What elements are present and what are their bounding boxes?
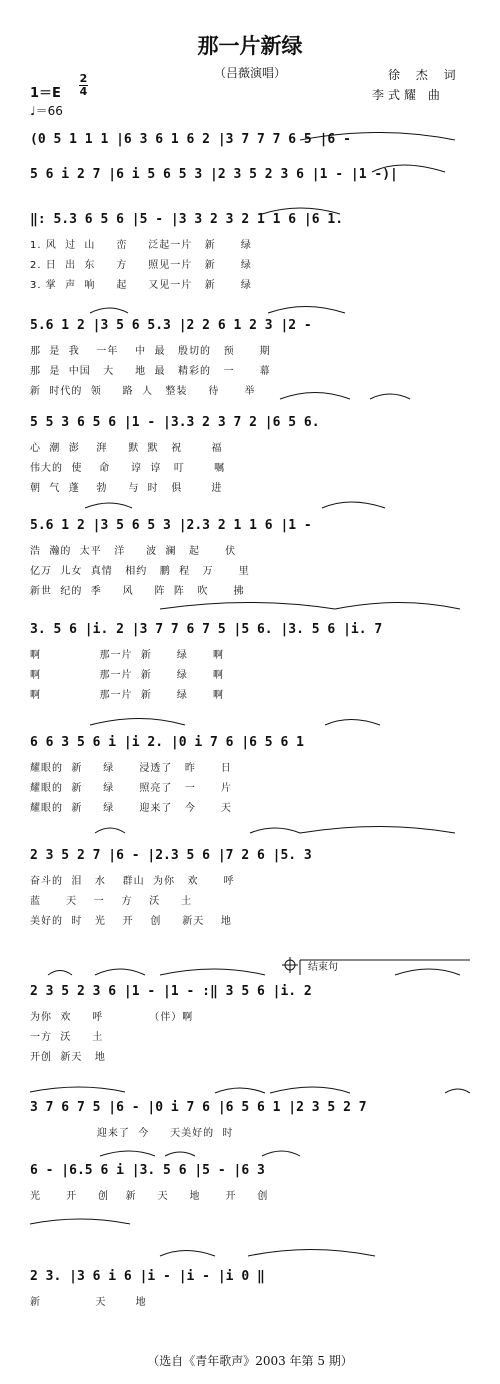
tie-arc <box>335 603 460 610</box>
notation-line: 3 7 6 7 5 |6 - |0 i 7 6 |6 5 6 1 |2 3 5 2 7 <box>30 1100 367 1115</box>
tempo-marking: ♩＝66 <box>30 104 63 118</box>
lyric-line: 亿万 儿女 真情 相约 鹏 程 万 里 <box>30 566 250 577</box>
tie-arc <box>262 208 340 214</box>
slur-arc <box>270 1087 350 1093</box>
key-signature: 1＝E <box>30 86 61 101</box>
slur-arc <box>100 1151 155 1156</box>
song-title: 那一片新绿 <box>197 34 303 58</box>
notation-line: 2 3. |3 6 i 6 |i - |i - |i 0 ‖ <box>30 1269 265 1284</box>
coda-label: 结束句 <box>308 962 338 973</box>
slur-arc <box>160 1251 215 1257</box>
slur-arc <box>90 308 128 313</box>
tie-arc <box>30 1087 125 1092</box>
slur-arc <box>95 828 125 833</box>
notation-line: (0 5 1 1 1 |6 3 6 1 6 2 |3 7 7 7 6 5 |6 - <box>30 132 351 147</box>
slur-arc <box>165 1152 195 1156</box>
lyric-line: 啊 那一片 新 绿 啊 <box>30 670 225 681</box>
lyric-line: 美好的 时 光 开 创 新天 地 <box>30 916 232 927</box>
tie-arc <box>300 827 455 834</box>
tie-arc <box>160 969 265 975</box>
slur-arc <box>250 828 300 833</box>
lyric-line: 2. 日 出 东 方 照见一片 新 绿 <box>30 260 252 271</box>
lyric-line: 那 是 我 一年 中 最 殷切的 预 期 <box>30 346 271 357</box>
tie-arc <box>395 969 460 975</box>
lyric-line: 3. 掌 声 响 起 又见一片 新 绿 <box>30 280 252 291</box>
lyric-line: 心 潮 澎 湃 默 默 祝 福 <box>30 443 223 454</box>
time-signature-top: 2 <box>79 72 88 85</box>
lyric-line: 迎来了 今 天美好的 时 <box>30 1128 234 1139</box>
coda-sign-icon <box>282 957 298 973</box>
slur-arc <box>325 720 380 726</box>
lyric-line: 光 开 创 新 天 地 开 创 <box>30 1191 269 1202</box>
source-footer: （选自《青年歌声》2003 年第 5 期） <box>147 1354 353 1368</box>
lyric-line: 那 是 中国 大 地 最 精彩的 一 幕 <box>30 366 271 377</box>
lyric-line: 奋斗的 泪 水 群山 为你 欢 呼 <box>30 876 235 887</box>
notation-line: 3. 5 6 |i. 2 |3 7 7 6 7 5 |5 6. |3. 5 6 |i. 7 <box>30 622 383 637</box>
slur-arc <box>445 1089 470 1093</box>
lyric-line: 为你 欢 呼 （伴）啊 <box>30 1012 194 1023</box>
notation-line: 2 3 5 2 3 6 |1 - |1 - :‖ 3 5 6 |i. 2 <box>30 984 312 999</box>
lyricist-credit: 徐 杰 词 <box>388 68 462 82</box>
slur-arc <box>85 503 132 508</box>
composer-credit: 李式耀 曲 <box>372 88 444 102</box>
slur-arc <box>280 393 350 400</box>
slur-arc <box>215 1088 265 1093</box>
tie-arc <box>372 165 445 172</box>
slur-arc <box>268 307 345 314</box>
tie-arc <box>248 1250 375 1257</box>
lyric-line: 开创 新天 地 <box>30 1052 106 1063</box>
lyric-line: 朝 气 蓬 勃 与 时 俱 进 <box>30 483 223 494</box>
lyric-line: 1. 风 过 山 峦 泛起一片 新 绿 <box>30 240 252 251</box>
lyric-line: 新 天 地 <box>30 1297 147 1308</box>
notation-line: 6 - |6.5 6 i |3. 5 6 |5 - |6 3 <box>30 1163 265 1178</box>
notation-line: 2 3 5 2 7 |6 - |2.3 5 6 |7 2 6 |5. 3 <box>30 848 312 863</box>
tie-arc <box>160 603 335 610</box>
lyric-line: 新世 纪的 季 风 阵 阵 吹 拂 <box>30 586 245 597</box>
lyric-line: 伟大的 使 命 谆 谆 叮 嘱 <box>30 463 226 474</box>
slur-arc <box>322 502 385 508</box>
notation-line: 5.6 1 2 |3 5 6 5 3 |2.3 2 1 1 6 |1 - <box>30 518 312 533</box>
slur-arc <box>48 971 72 976</box>
tie-arc <box>300 133 455 141</box>
lyric-line: 浩 瀚的 太平 洋 波 澜 起 伏 <box>30 546 237 557</box>
notation-line: 6 6 3 5 6 i |i 2. |0 i 7 6 |6 5 6 1 <box>30 735 304 750</box>
lyric-line: 新 时代的 领 路 人 整装 待 举 <box>30 386 256 397</box>
song-subtitle: （吕薇演唱） <box>213 66 286 80</box>
notation-line: 5 6 i 2 7 |6 i 5 6 5 3 |2 3 5 2 3 6 |1 - |1 -)| <box>30 167 398 182</box>
lyric-line: 啊 那一片 新 绿 啊 <box>30 650 225 661</box>
slur-arc <box>262 1151 300 1156</box>
time-signature-bottom: 4 <box>79 85 88 98</box>
lyric-line: 耀眼的 新 绿 照亮了 一 片 <box>30 783 232 794</box>
slur-arc <box>370 394 410 399</box>
notation-line: 5 5 3 6 5 6 |1 - |3.3 2 3 7 2 |6 5 6. <box>30 415 320 430</box>
tie-arc <box>90 719 185 726</box>
notation-line: 5.6 1 2 |3 5 6 5.3 |2 2 6 1 2 3 |2 - <box>30 318 312 333</box>
notation-line: ‖: 5.3 6 5 6 |5 - |3 3 2 3 2 1 1 6 |6 1. <box>30 212 344 227</box>
slur-arc <box>95 969 145 975</box>
lyric-line: 耀眼的 新 绿 迎来了 今 天 <box>30 803 232 814</box>
lyric-line: 啊 那一片 新 绿 啊 <box>30 690 225 701</box>
tie-arc <box>30 1219 130 1224</box>
lyric-line: 蓝 天 一 方 沃 土 <box>30 896 193 907</box>
lyric-line: 耀眼的 新 绿 浸透了 昨 日 <box>30 763 232 774</box>
lyric-line: 一方 沃 土 <box>30 1032 104 1043</box>
